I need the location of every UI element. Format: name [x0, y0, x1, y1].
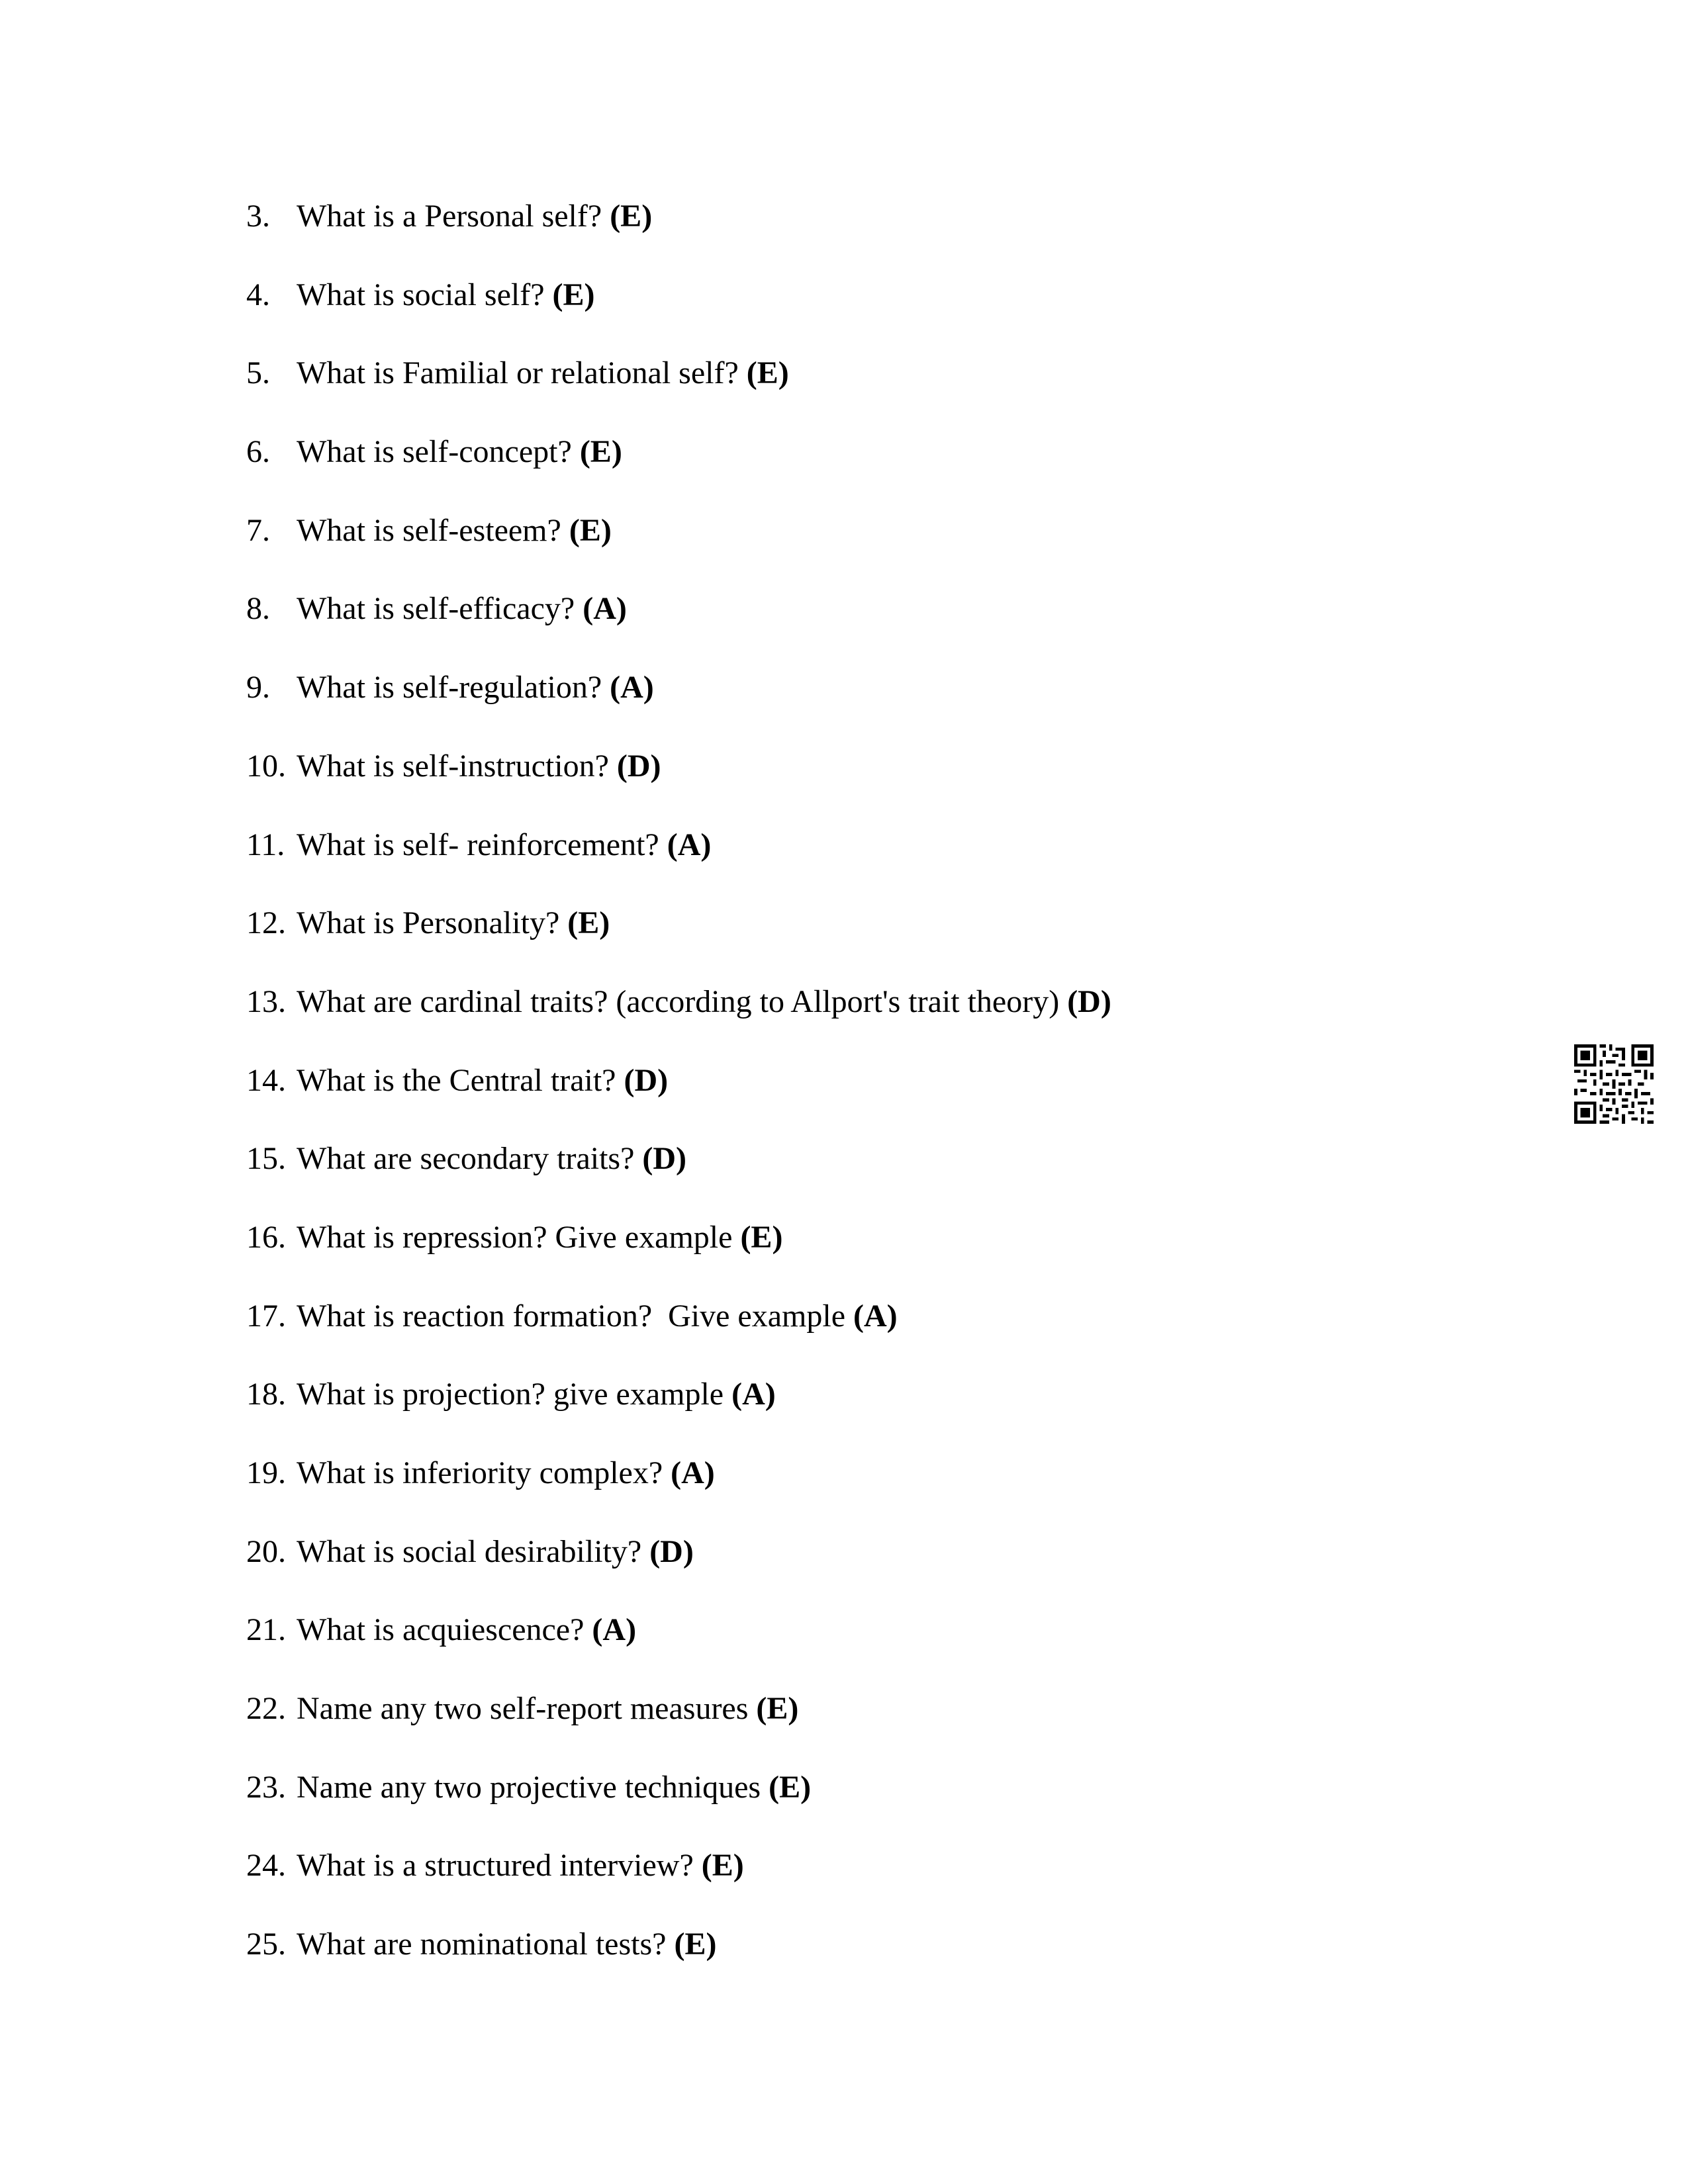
question-text: What is repression? Give example — [297, 1219, 733, 1255]
question-level: (D) — [642, 1141, 687, 1177]
question-level: (E) — [746, 355, 789, 391]
question-number: 6. — [246, 434, 270, 470]
question-item-11 — [246, 822, 1111, 901]
question-item-8 — [246, 586, 1111, 664]
question-number: 9. — [246, 670, 270, 705]
question-text: What are secondary traits? — [297, 1141, 635, 1177]
question-number: 11. — [246, 827, 285, 862]
question-number: 19. — [246, 1455, 286, 1490]
question-text: What is inferiority complex? — [297, 1455, 663, 1490]
question-number: 20. — [246, 1533, 286, 1569]
question-text: What is self-regulation? — [297, 670, 602, 705]
question-item-17 — [246, 1293, 1111, 1372]
question-level: (E) — [756, 1691, 799, 1727]
question-item-5 — [246, 350, 1111, 429]
question-item-25 — [246, 1921, 1111, 2000]
question-number: 8. — [246, 591, 270, 627]
question-item-12 — [246, 900, 1111, 979]
question-text: What is a Personal self? — [297, 199, 602, 234]
question-text: What are nominational tests? — [297, 1927, 667, 1962]
question-number: 23. — [246, 1769, 286, 1805]
question-item-22 — [246, 1686, 1111, 1764]
question-item-18 — [246, 1371, 1111, 1450]
question-text: What are cardinal traits? (according to Allport's trait theory) — [297, 983, 1060, 1019]
question-number: 24. — [246, 1848, 286, 1884]
question-level: (A) — [853, 1298, 898, 1334]
question-level: (A) — [592, 1612, 637, 1648]
question-list — [246, 193, 1111, 2000]
question-item-21 — [246, 1607, 1111, 1686]
question-text: What is social self? — [297, 277, 545, 312]
question-number: 5. — [246, 355, 270, 391]
question-item-14 — [246, 1058, 1111, 1136]
question-level: (A) — [667, 827, 712, 862]
question-text: What is projection? give example — [297, 1377, 724, 1412]
question-item-10 — [246, 743, 1111, 822]
question-level: (A) — [671, 1455, 715, 1490]
question-level: (E) — [674, 1927, 717, 1962]
question-item-9 — [246, 664, 1111, 743]
question-text: What is self- reinforcement? — [297, 827, 659, 862]
question-level: (E) — [569, 512, 612, 548]
question-text: What is a structured interview? — [297, 1848, 694, 1884]
question-level: (A) — [731, 1377, 776, 1412]
question-text: What is Familial or relational self? — [297, 355, 739, 391]
question-number: 15. — [246, 1141, 286, 1177]
question-level: (D) — [649, 1533, 694, 1569]
question-text: What is self-concept? — [297, 434, 572, 470]
question-text: What is Personality? — [297, 905, 560, 941]
question-item-3 — [246, 193, 1111, 272]
question-number: 16. — [246, 1219, 286, 1255]
question-number: 18. — [246, 1377, 286, 1412]
question-level: (E) — [567, 905, 610, 941]
question-text: What is self-instruction? — [297, 748, 609, 784]
question-level: (E) — [579, 434, 622, 470]
question-text: What is social desirability? — [297, 1533, 642, 1569]
question-item-13 — [246, 979, 1111, 1058]
question-item-20 — [246, 1529, 1111, 1608]
question-level: (E) — [610, 199, 653, 234]
question-number: 14. — [246, 1062, 286, 1098]
question-level: (E) — [701, 1848, 744, 1884]
question-level: (A) — [610, 670, 654, 705]
question-number: 10. — [246, 748, 286, 784]
question-item-15 — [246, 1136, 1111, 1214]
question-text: What is reaction formation? Give example — [297, 1298, 846, 1334]
question-level: (A) — [583, 591, 627, 627]
question-level: (D) — [616, 748, 661, 784]
question-number: 4. — [246, 277, 270, 312]
question-text: What is self-efficacy? — [297, 591, 575, 627]
question-item-6 — [246, 429, 1111, 508]
question-item-16 — [246, 1214, 1111, 1293]
question-number: 21. — [246, 1612, 286, 1648]
question-number: 17. — [246, 1298, 286, 1334]
question-level: (D) — [1067, 983, 1111, 1019]
question-text: Name any two projective techniques — [297, 1769, 761, 1805]
question-item-7 — [246, 508, 1111, 586]
question-text: Name any two self-report measures — [297, 1691, 749, 1727]
question-text: What is acquiescence? — [297, 1612, 585, 1648]
question-text: What is the Central trait? — [297, 1062, 616, 1098]
question-number: 12. — [246, 905, 286, 941]
question-item-19 — [246, 1450, 1111, 1529]
qr-code-icon — [1574, 1044, 1654, 1124]
question-level: (D) — [624, 1062, 669, 1098]
question-number: 3. — [246, 199, 270, 234]
question-item-4 — [246, 272, 1111, 351]
question-number: 7. — [246, 512, 270, 548]
question-number: 22. — [246, 1691, 286, 1727]
question-level: (E) — [769, 1769, 812, 1805]
question-item-24 — [246, 1843, 1111, 1921]
question-level: (E) — [552, 277, 595, 312]
question-item-23 — [246, 1764, 1111, 1843]
question-level: (E) — [740, 1219, 783, 1255]
question-number: 13. — [246, 983, 286, 1019]
question-number: 25. — [246, 1927, 286, 1962]
question-text: What is self-esteem? — [297, 512, 561, 548]
